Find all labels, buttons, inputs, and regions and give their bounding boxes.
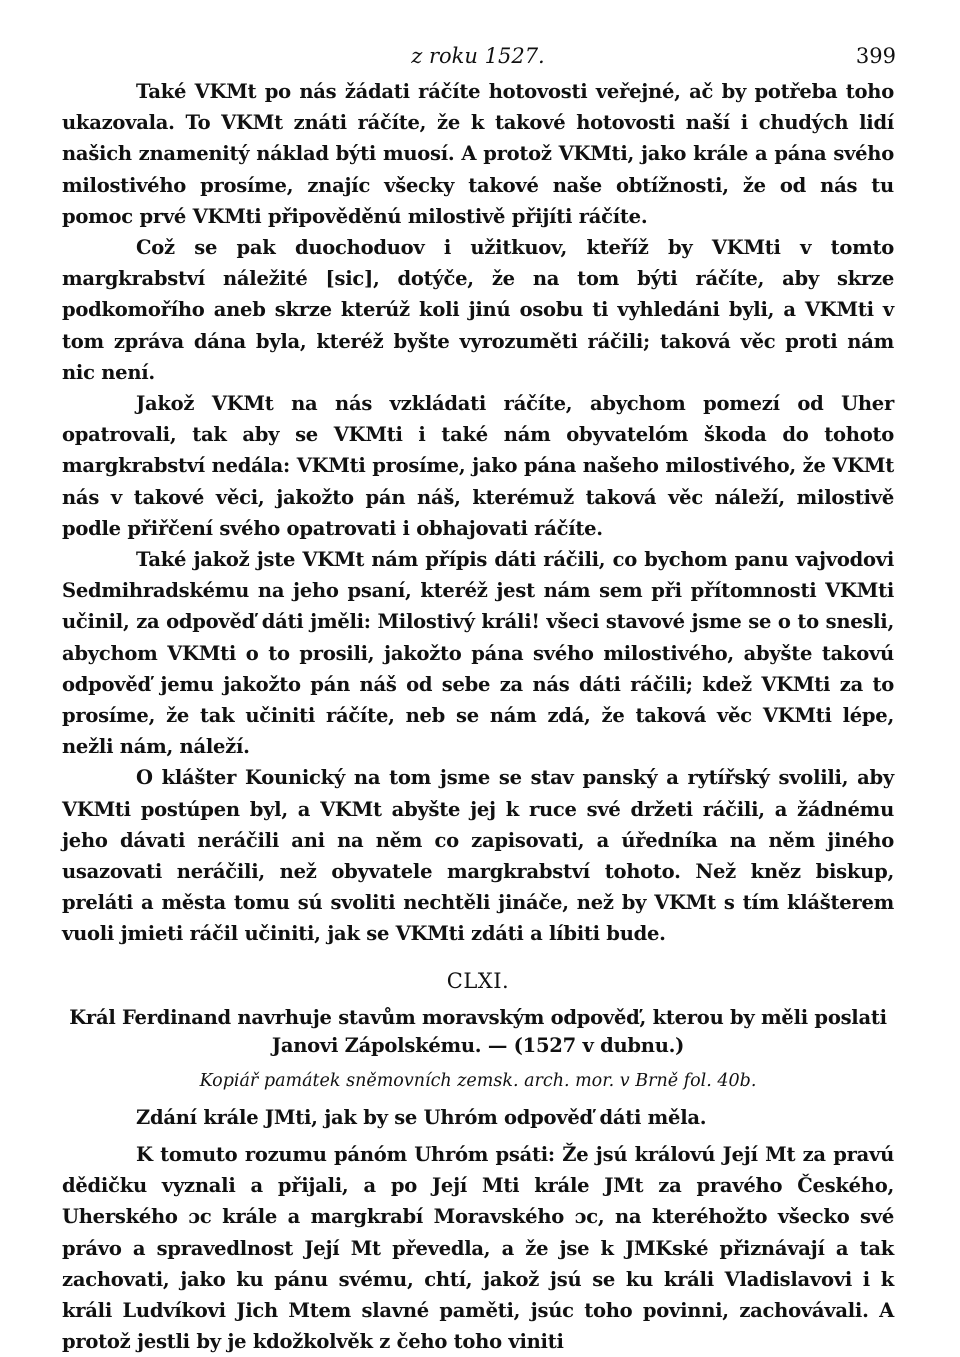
section-text xyxy=(62,1102,894,1357)
page-number: 399 xyxy=(855,44,896,68)
page xyxy=(62,40,894,1357)
body-text xyxy=(62,76,894,950)
running-title: z roku 1527. xyxy=(411,44,545,68)
source-citation: Kopiář památek sněmovních zemsk. arch. mor. v Brně fol. 40b. xyxy=(199,1070,757,1091)
section-number: CLXI. xyxy=(446,968,510,993)
paragraph-5: O klášter Kounický na tom jsme se stav panský a rytířský svolili, aby VKMti postúpen byl, a VKMt abyšte jej k ruce své držeti ráčili, a žádnému jeho dávati neráčili ani na něm co zapisovati, a úředníka na něm jiného usazovati neráčili, než obyvatele margkrabství tohoto. Než kněz biskup, preláti a města tomu sú svoliti nechtěli jináče, než by VKMt s tím klášterem vuoli jmieti ráčil učiniti, jak se VKMti zdáti a líbiti bude. xyxy=(62,766,894,946)
document-section xyxy=(62,966,894,1357)
running-head xyxy=(62,40,894,76)
paragraph-4: Také jakož jste VKMt nám přípis dáti ráčili, co bychom panu vajvodovi Sedmihradskému na jeho psaní, kteréž jest nám sem při přítomnosti VKMti učinil, za odpověď dáti jměli: Milostivý králi! všeci stavové jsme se o to snesli, abychom VKMti o to prosili, jakožto pána svého milostivého, abyšte takovú odpověď jemu jakožto pán náš od sebe za nás dáti ráčili; kdež VKMti za to prosíme, že tak učiniti ráčíte, neb se nám zdá, že taková věc VKMti lépe, nežli nám, náleží. xyxy=(62,548,894,759)
paragraph-2: Což se pak duochoduov i užitkuov, kteříž by VKMti v tomto margkrabství náležité [sic], dotýče, že na tom býti ráčíte, aby skrze podkomořího aneb skrze kterúž koli jinú osobu ti vyhledáni byli, a VKMti v tom zpráva dána byla, kteréž byšte vyrozuměti ráčili; taková věc proti nám nic není. xyxy=(62,236,894,384)
section-paragraph: K tomuto rozumu pánóm Uhróm psáti: Že jsú královú Její Mt za pravú dědičku vyznali a přijali, a po Její Mti krále JMt za pravého Českého, Uherského ɔc krále a margkrabí Moravského ɔc, na kteréhožto všecko své právo a spravedlnost Její Mt převedla, a že jse k JMKské přiznávají a tak zachovati, jako ku pánu svému, chtí, jakož jsú se ku králi Vladislavovi i k králi Ludvíkovi Jich Mtem slavné paměti, jsúc toho povinni, zachovávali. A protož jestli by je kdožkolvěk z čeho toho viniti xyxy=(62,1142,894,1354)
paragraph-3: Jakož VKMt na nás vzkládati ráčíte, abychom pomezí od Uher opatrovali, tak aby se VKMti i také nám obyvatelóm škoda do tohoto margkrabství nedála: VKMti prosíme, jako pána našeho milostivého, že VKMt nás v takové věci, jakožto pán náš, kterémuž taková věc náleží, milostivě podle přiřčení svého opatrovati i obhajovati ráčíte. xyxy=(62,392,894,540)
paragraph-1: Také VKMt po nás žádati ráčíte hotovosti veřejné, ač by potřeba toho ukazovala. To VKMt znáti ráčíte, že k takové hotovosti naší i chudých lidí našich znamenitý náklad býti muosí. A protož VKMti, jako krále a pána svého milostivého prosíme, znajíc všecky takové naše obtížnosti, že od nás tu pomoc prvé VKMti připověděnú milostivě přijíti ráčíte. xyxy=(62,80,894,228)
section-opening: Zdání krále JMti, jak by se Uhróm odpověď dáti měla. xyxy=(136,1105,707,1129)
section-title: Král Ferdinand navrhuje stavům moravským odpověď, kterou by měli poslati Janovi Zápolskému. — (1527 v dubnu.) xyxy=(69,1005,887,1057)
